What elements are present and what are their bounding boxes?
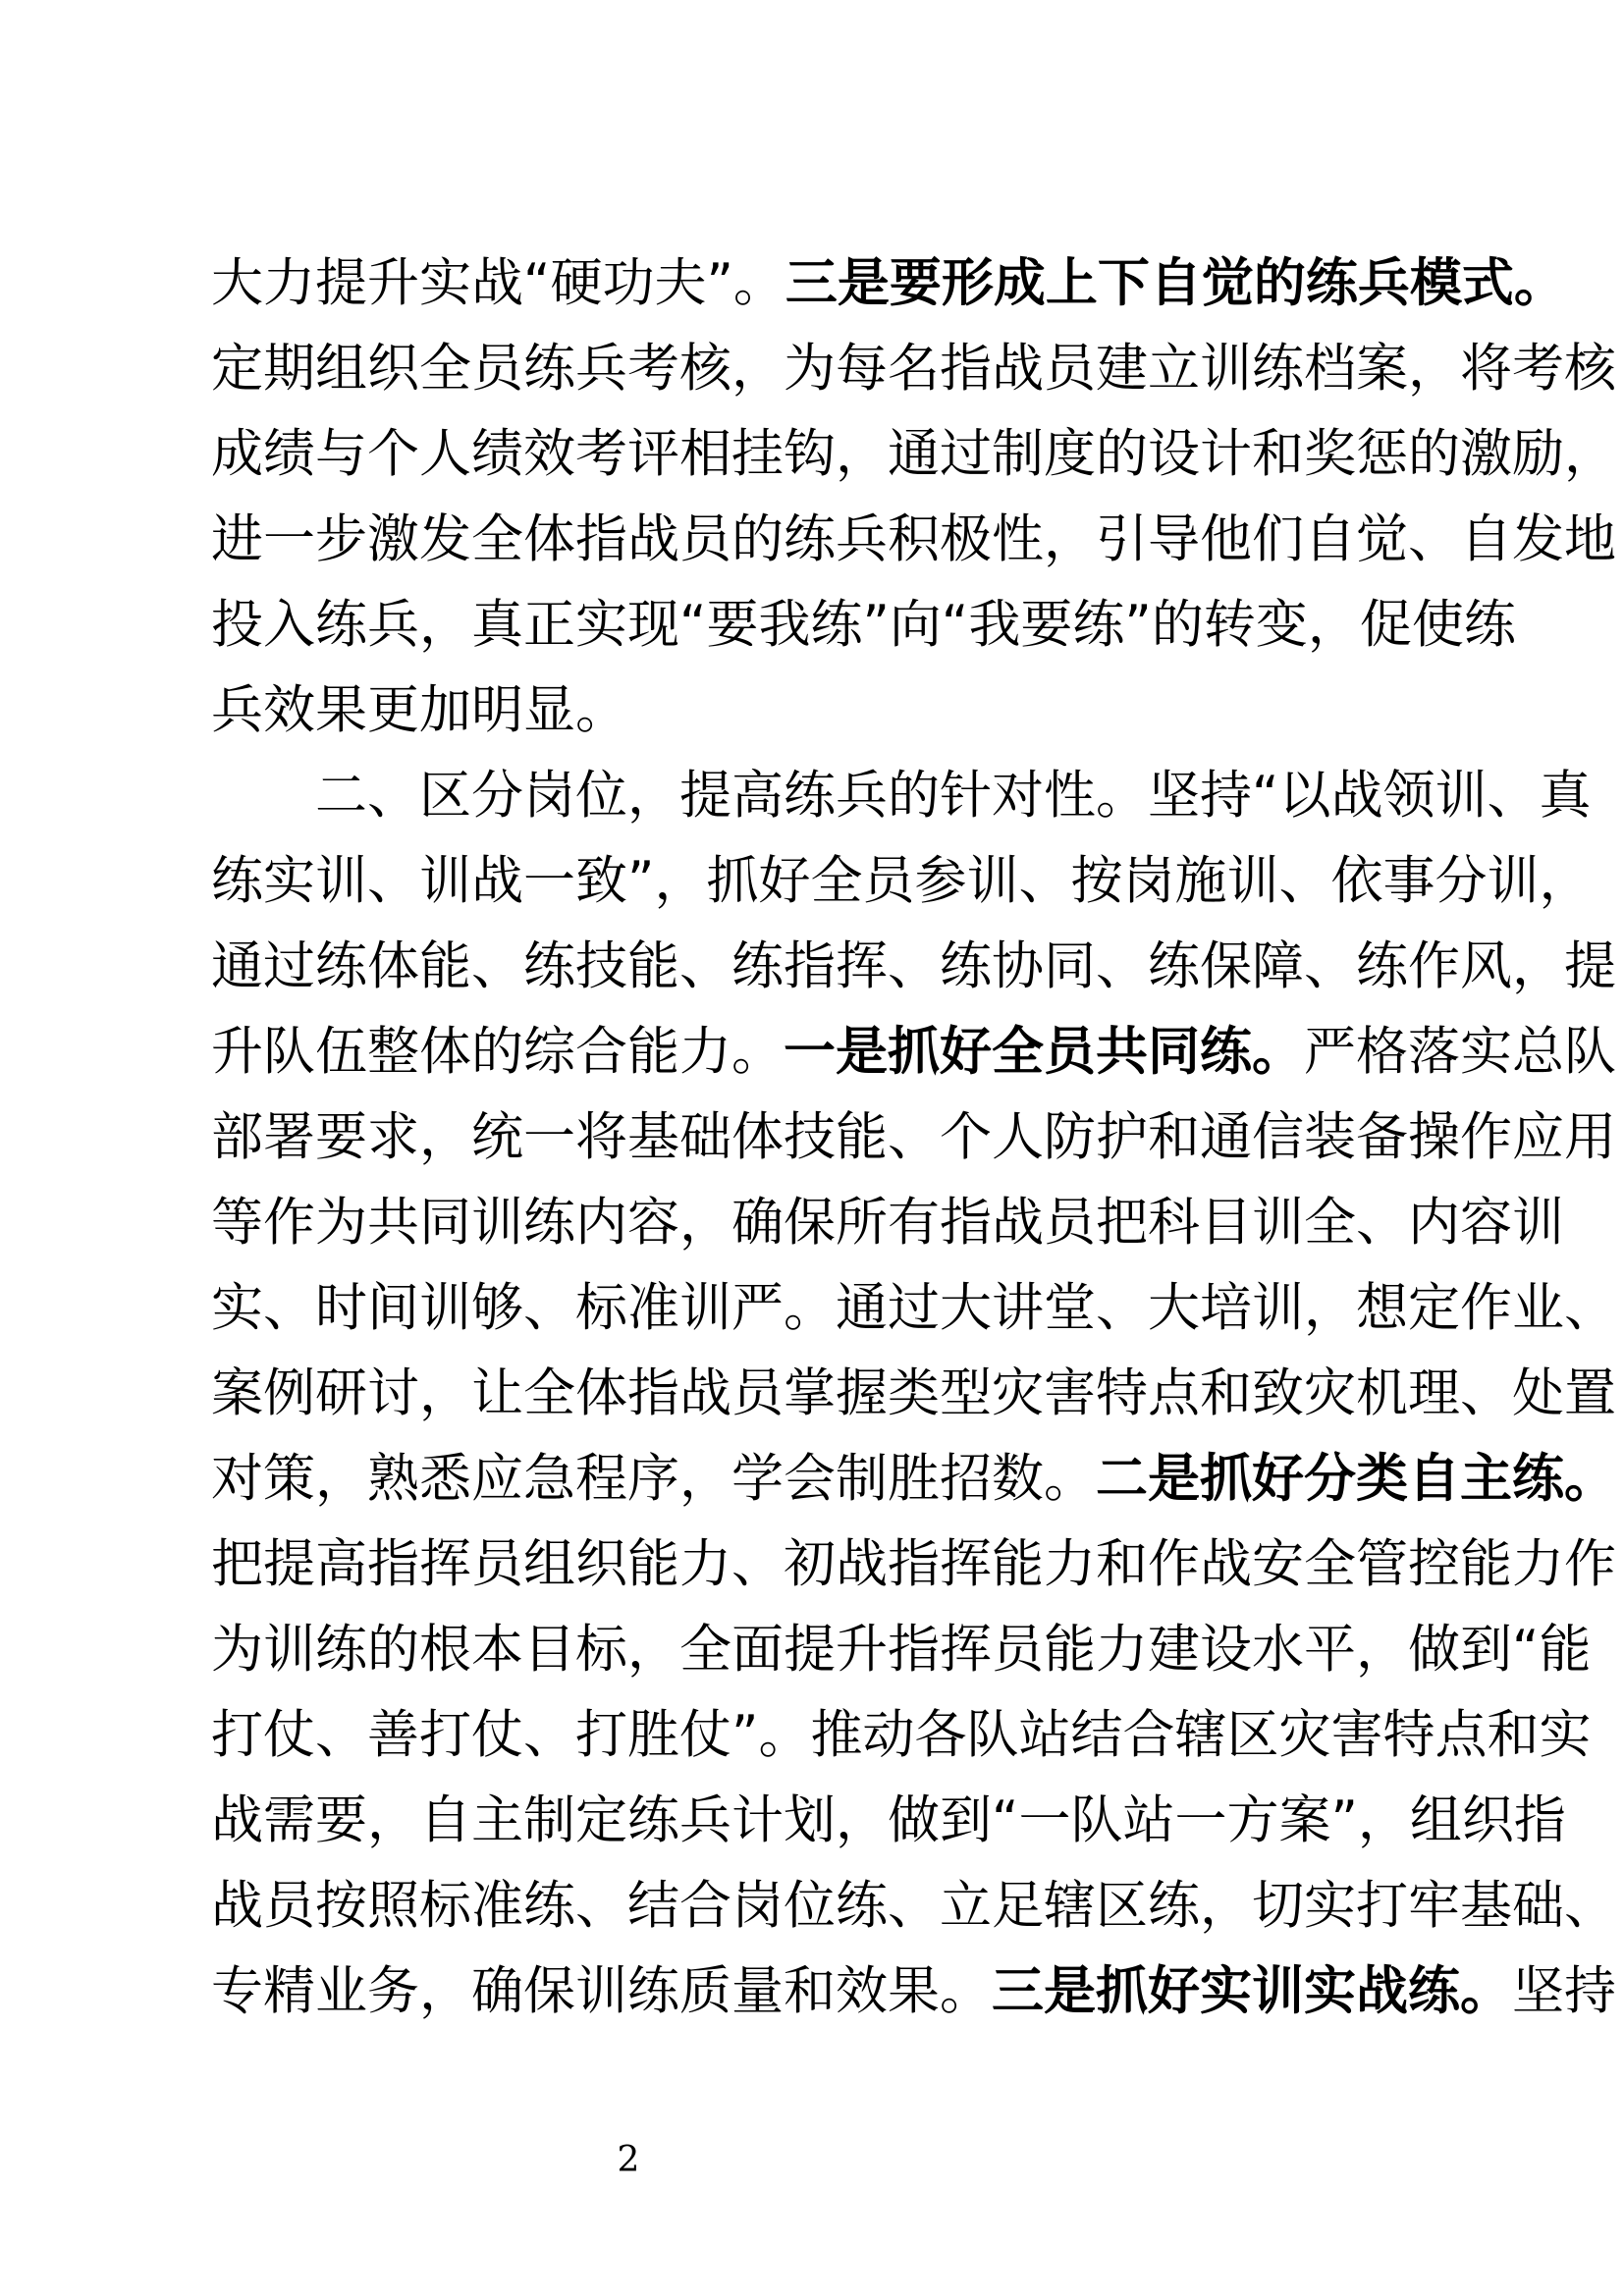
text-segment: 练实训、训战一致”，抓好全员参训、按岗施训、依事分训，: [211, 851, 1592, 911]
text-line: [211, 1607, 1592, 1692]
text-line: [211, 1095, 1616, 1180]
text-segment: 案例研讨，让全体指战员掌握类型灾害特点和致灾机理、处置: [211, 1363, 1616, 1423]
text-line: [211, 497, 1616, 582]
text-segment: 升队伍整体的综合能力。: [211, 1022, 784, 1082]
text-line: [211, 240, 1566, 326]
text-segment: 通过练体能、练技能、练指挥、练协同、练保障、练作风，提: [211, 936, 1616, 996]
text-line: [211, 1522, 1616, 1607]
text-line: [211, 1351, 1616, 1436]
text-segment: 定期组织全员练兵考核，为每名指战员建立训练档案，将考核: [211, 339, 1616, 399]
page-number: 2: [617, 2140, 640, 2180]
text-line: [211, 1180, 1564, 1265]
text-segment: 大力提升实战“硬功夫”。: [211, 253, 785, 313]
text-segment: 坚持: [1512, 1961, 1616, 2021]
text-segment: 把提高指挥员组织能力、初战指挥能力和作战安全管控能力作: [211, 1534, 1616, 1594]
text-segment: 成绩与个人绩效考评相挂钩，通过制度的设计和奖惩的激励，: [211, 424, 1616, 484]
text-line: [211, 838, 1592, 924]
text-line: [211, 1265, 1616, 1351]
text-segment: 实、时间训够、标准训严。通过大讲堂、大培训，想定作业、: [211, 1278, 1616, 1338]
text-line: [211, 1692, 1592, 1778]
text-line: [211, 326, 1616, 411]
text-segment: 打仗、善打仗、打胜仗”。推动各队站结合辖区灾害特点和实: [211, 1705, 1592, 1765]
text-segment: 严格落实总队: [1304, 1022, 1616, 1082]
text-segment: 等作为共同训练内容，确保所有指战员把科目训全、内容训: [211, 1193, 1564, 1253]
text-line: [211, 1778, 1566, 1863]
text-segment: 进一步激发全体指战员的练兵积极性，引导他们自觉、自发地: [211, 509, 1616, 569]
text-line: [211, 411, 1616, 497]
text-segment: 投入练兵，真正实现“要我练”向“我要练”的转变，促使练: [211, 595, 1516, 655]
text-line: [211, 1949, 1616, 2034]
text-segment: 战需要，自主制定练兵计划，做到“一队站一方案”，组织指: [211, 1790, 1566, 1850]
text-segment: 专精业务，确保训练质量和效果。: [211, 1961, 992, 2021]
text-line: [211, 1009, 1616, 1095]
bold-text-segment: 二是抓好分类自主练。: [1096, 1449, 1616, 1509]
text-line: [211, 1863, 1616, 1949]
text-line: [211, 1436, 1616, 1522]
text-segment: 兵效果更加明显。: [211, 680, 627, 740]
text-segment: 为训练的根本目标，全面提升指挥员能力建设水平，做到“能: [211, 1620, 1592, 1680]
bold-text-segment: 三是抓好实训实战练。: [992, 1961, 1512, 2021]
text-line: [211, 667, 1423, 753]
text-segment: 战员按照标准练、结合岗位练、立足辖区练，切实打牢基础、: [211, 1876, 1616, 1936]
text-segment: 部署要求，统一将基础体技能、个人防护和通信装备操作应用: [211, 1107, 1616, 1167]
text-segment: 对策，熟悉应急程序，学会制胜招数。: [211, 1449, 1096, 1509]
bold-text-segment: 三是要形成上下自觉的练兵模式。: [785, 253, 1566, 313]
text-line: [211, 924, 1616, 1009]
bold-text-segment: 一是抓好全员共同练。: [784, 1022, 1304, 1082]
text-line: [211, 753, 1592, 838]
text-segment: 二、区分岗位，提高练兵的针对性。坚持“以战领训、真: [315, 766, 1592, 826]
text-line: [211, 582, 1516, 667]
